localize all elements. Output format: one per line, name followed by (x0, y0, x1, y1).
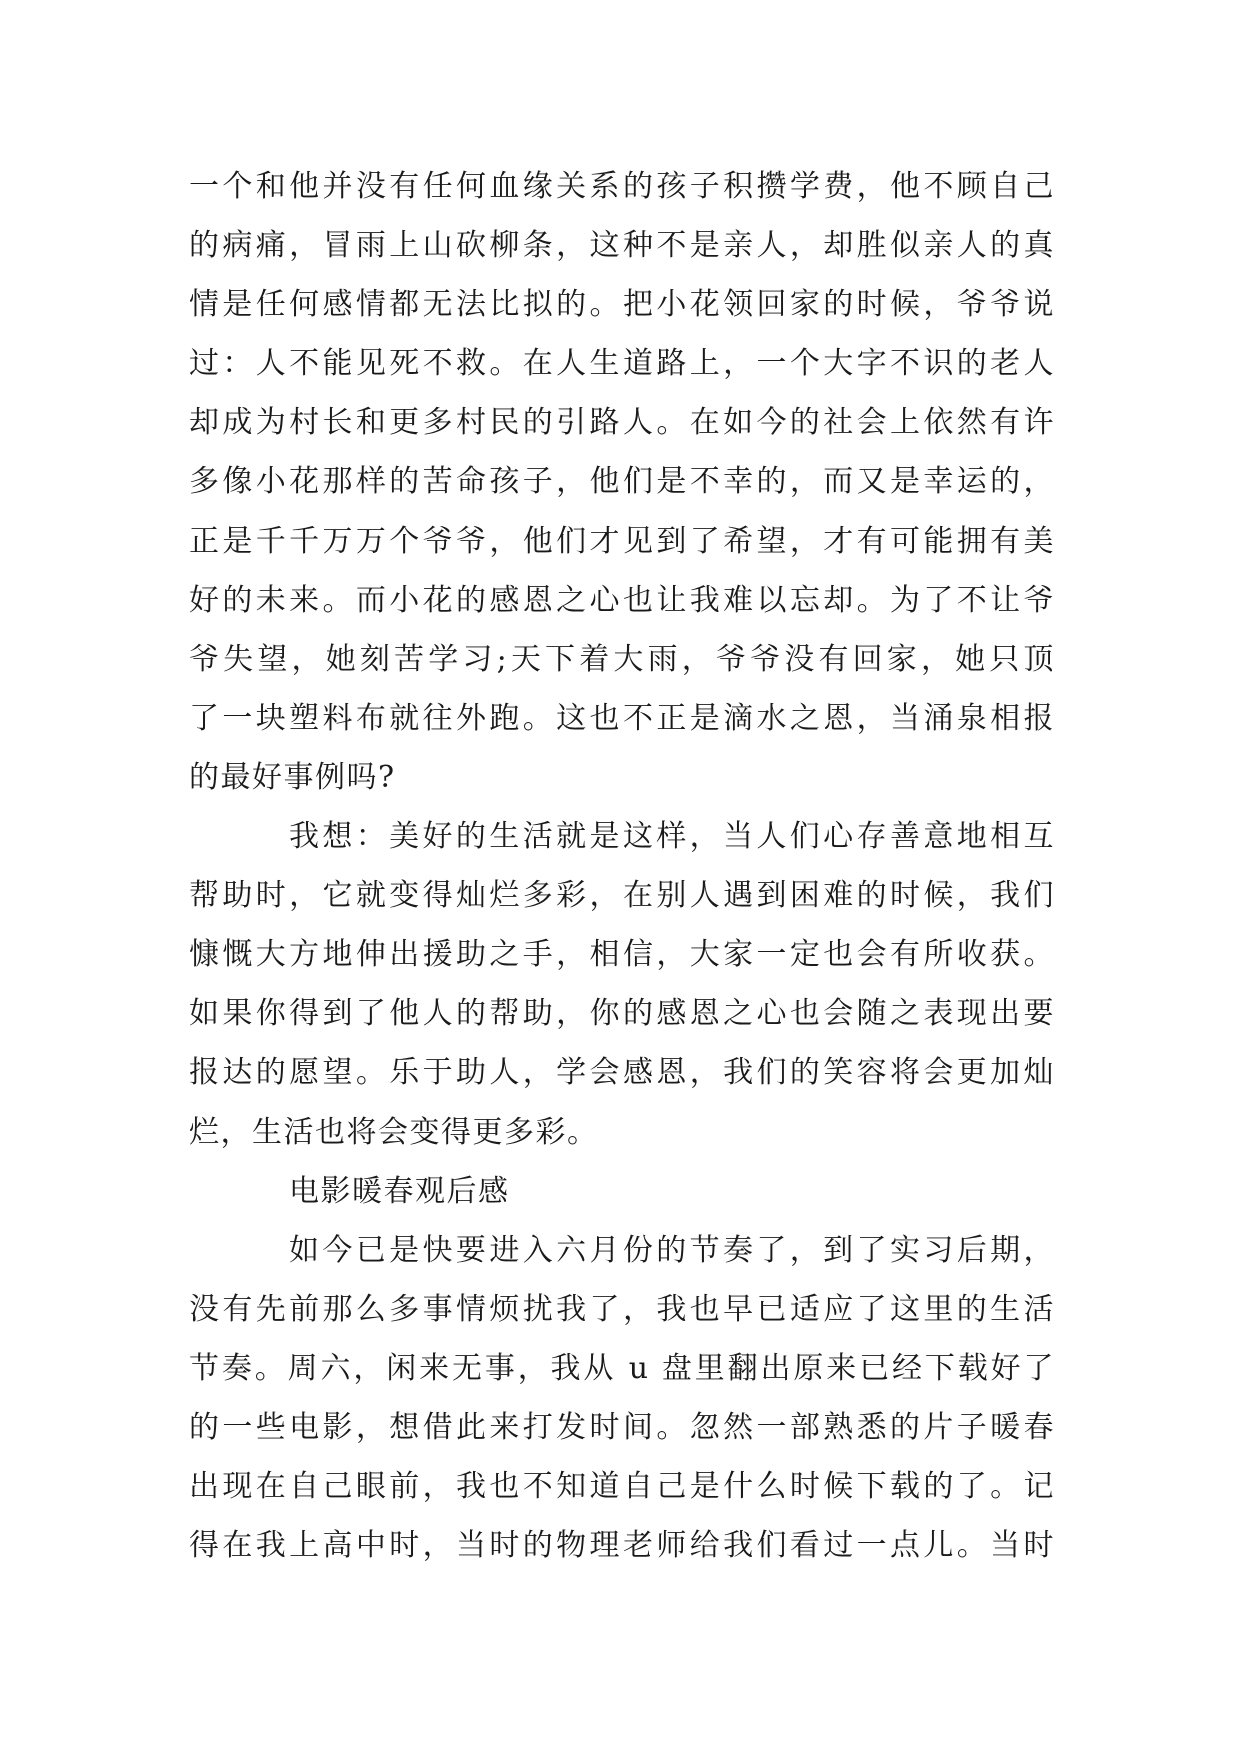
text-line: 出现在自己眼前，我也不知道自己是什么时候下载的了。记 (189, 1469, 1055, 1505)
text-line: 正是千千万万个爷爷，他们才见到了希望，才有可能拥有美 (189, 523, 1055, 559)
text-line: 没有先前那么多事情烦扰我了，我也早已适应了这里的生活 (189, 1291, 1055, 1327)
text-line: 慷慨大方地伸出援助之手，相信，大家一定也会有所收获。 (189, 937, 1055, 973)
text-line: 我想：美好的生活就是这样，当人们心存善意地相互 (289, 819, 1055, 855)
text-line: 了一块塑料布就往外跑。这也不正是滴水之恩，当涌泉相报 (189, 700, 1055, 736)
text-line: 多像小花那样的苦命孩子，他们是不幸的，而又是幸运的， (189, 464, 1055, 500)
text-line: 情是任何感情都无法比拟的。把小花领回家的时候，爷爷说 (189, 287, 1055, 323)
text-line: 如果你得到了他人的帮助，你的感恩之心也会随之表现出要 (189, 996, 1055, 1032)
text-line: 节奏。周六，闲来无事，我从 u 盘里翻出原来已经下载好了 (189, 1350, 1055, 1386)
text-line: 烂，生活也将会变得更多彩。 (189, 1114, 599, 1150)
text-line: 电影暖春观后感 (289, 1173, 510, 1209)
document-body (189, 157, 1055, 1575)
text-line: 的最好事例吗? (189, 759, 396, 795)
text-line: 爷失望，她刻苦学习;天下着大雨，爷爷没有回家，她只顶 (189, 641, 1055, 677)
text-line: 得在我上高中时，当时的物理老师给我们看过一点儿。当时 (189, 1528, 1055, 1564)
text-line: 一个和他并没有任何血缘关系的孩子积攒学费，他不顾自己 (189, 169, 1055, 204)
text-line: 报达的愿望。乐于助人，学会感恩，我们的笑容将会更加灿 (189, 1055, 1055, 1091)
text-line: 如今已是快要进入六月份的节奏了，到了实习后期， (289, 1232, 1055, 1268)
text-line: 帮助时，它就变得灿烂多彩，在别人遇到困难的时候，我们 (189, 878, 1055, 914)
text-line: 的一些电影，想借此来打发时间。忽然一部熟悉的片子暖春 (189, 1409, 1055, 1445)
text-line: 好的未来。而小花的感恩之心也让我难以忘却。为了不让爷 (189, 582, 1055, 618)
text-line: 却成为村长和更多村民的引路人。在如今的社会上依然有许 (189, 405, 1055, 441)
text-line: 的病痛，冒雨上山砍柳条，这种不是亲人，却胜似亲人的真 (189, 228, 1055, 264)
text-line: 过：人不能见死不救。在人生道路上，一个大字不识的老人 (189, 346, 1055, 382)
